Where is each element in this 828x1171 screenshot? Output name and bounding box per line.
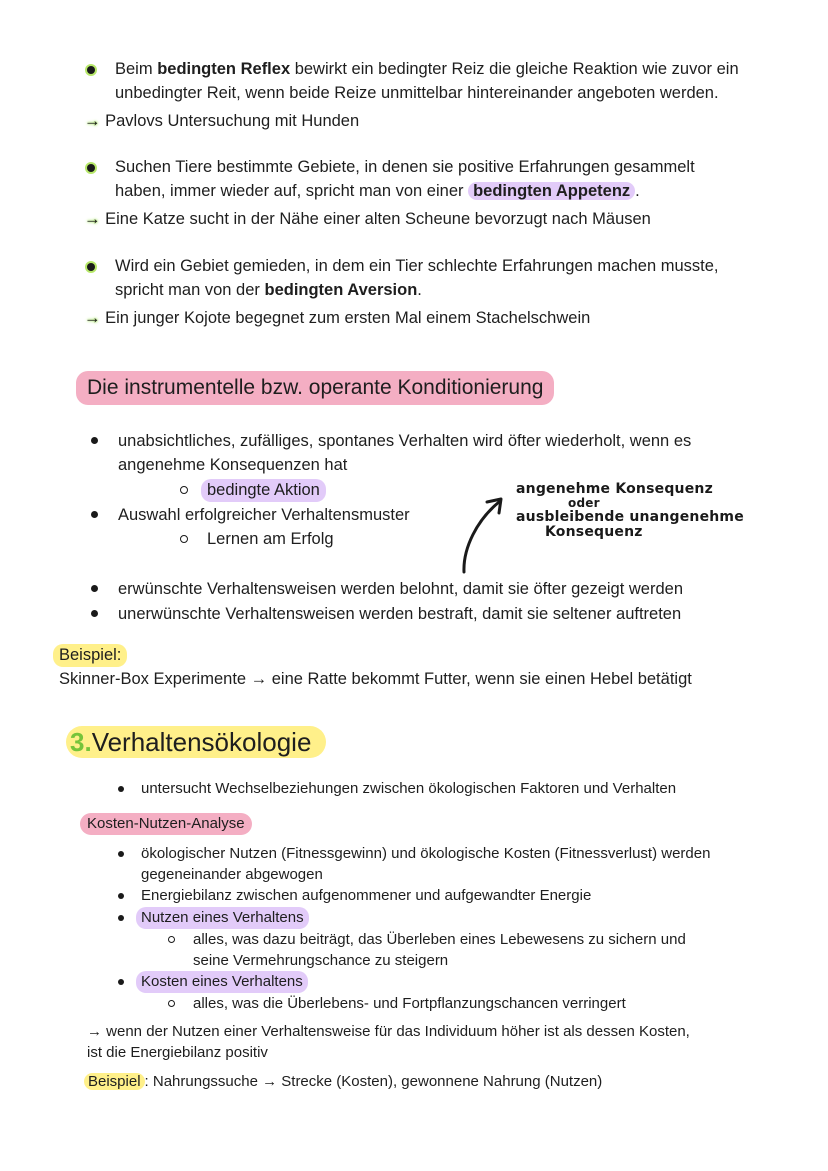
section-title-text: Verhaltensökologie	[91, 727, 312, 757]
bullet-dot	[91, 437, 98, 444]
operant-bullet-4: unerwünschte Verhaltensweisen werden bestraft, damit sie seltener auftreten	[118, 605, 682, 623]
reflex-bullet-text	[115, 58, 739, 81]
example-nahrungssuche: : Nahrungssuche → Strecke (Kosten), gewonnene Nahrung (Nutzen)	[144, 1073, 603, 1090]
note-line-3: ausbleibende unangenehme	[516, 509, 744, 525]
operant-bullet-2: Auswahl erfolgreicher Verhaltensmuster	[118, 506, 410, 524]
example-arrow-line	[84, 208, 651, 231]
aversion-bullet-line2	[115, 279, 422, 302]
note-line-4: Konsequenz	[545, 524, 643, 540]
operant-bullet-3: erwünschte Verhaltensweisen werden belohnt, damit sie öfter gezeigt werden	[118, 580, 683, 598]
bullet-dot	[87, 66, 95, 74]
operant-bullet-1-line2: angenehme Konsequenzen hat	[118, 456, 348, 474]
operant-bullet-1-line1: unabsichtliches, zufälliges, spontanes Verhalten wird öfter wiederholt, wenn es	[118, 432, 692, 450]
text: haben, immer wieder auf, spricht man von einer	[115, 182, 469, 200]
kosten-nutzen-bullet-1-line2: gegeneinander abgewogen	[141, 866, 323, 883]
kosten-nutzen-bullet-1-line1: ökologischer Nutzen (Fitnessgewinn) und ökologische Kosten (Fitnessverlust) werden	[141, 845, 711, 862]
text: spricht man von der	[115, 281, 265, 299]
nutzen-definition-line2: seine Vermehrungschance zu steigern	[193, 952, 449, 969]
arrow-right-icon: →	[84, 210, 101, 228]
section-title-ecology	[70, 727, 311, 757]
ecology-example	[84, 1071, 602, 1093]
section-heading-operant: Die instrumentelle bzw. operante Konditionierung	[76, 371, 554, 405]
note-line-1: angenehme Konsequenz	[516, 481, 713, 497]
nutzen-definition-line1: alles, was dazu beiträgt, das Überleben eines Lebewesens zu sichern und	[193, 931, 686, 948]
sub-lernen-am-erfolg: Lernen am Erfolg	[207, 530, 334, 548]
example-katze: Eine Katze sucht in der Nähe einer alten Scheune bevorzugt nach Mäusen	[105, 210, 651, 228]
bullet-dot	[118, 979, 124, 985]
conclusion-line2: ist die Energiebilanz positiv	[87, 1044, 268, 1061]
term-bedingte-aversion: bedingten Aversion	[264, 281, 418, 299]
arrow-right-icon: →	[84, 112, 101, 130]
sub-bedingte-aktion: bedingte Aktion	[201, 479, 326, 502]
sub-bullet-circle	[168, 1000, 175, 1007]
sub-bullet-circle	[180, 535, 188, 543]
ecology-bullet: untersucht Wechselbeziehungen zwischen ökologischen Faktoren und Verhalten	[141, 780, 677, 797]
appetenz-bullet-line2	[115, 180, 640, 203]
bullet-dot	[118, 851, 124, 857]
example-arrow-line	[84, 110, 359, 133]
example-pavlov: Pavlovs Untersuchung mit Hunden	[105, 112, 360, 130]
conclusion-line1: → wenn der Nutzen einer Verhaltensweise für das Individuum höher ist als dessen Kosten,	[87, 1023, 690, 1040]
text: bewirkt ein bedingter Reiz die gleiche Reaktion wie zuvor ein	[290, 60, 739, 78]
appetenz-bullet-line1: Suchen Tiere bestimmte Gebiete, in denen sie positive Erfahrungen gesammelt	[115, 158, 695, 176]
bullet-dot	[118, 893, 124, 899]
example-kojote: Ein junger Kojote begegnet zum ersten Mal einem Stachelschwein	[105, 309, 591, 327]
kosten-definition: alles, was die Überlebens- und Fortpflanzungschancen verringert	[193, 995, 626, 1012]
text: .	[635, 182, 640, 200]
bullet-dot	[91, 585, 98, 592]
subheading-kosten-nutzen: Kosten-Nutzen-Analyse	[80, 813, 252, 835]
aversion-bullet-line1: Wird ein Gebiet gemieden, in dem ein Tier schlechte Erfahrungen machen musste,	[115, 257, 719, 275]
bullet-dot	[87, 263, 95, 271]
hand-drawn-arrow-icon	[455, 492, 515, 576]
nutzen-eines-verhaltens: Nutzen eines Verhaltens	[136, 907, 309, 929]
arrow-right-icon: →	[84, 309, 101, 327]
note-line-2: oder	[568, 496, 600, 510]
bullet-dot	[118, 786, 124, 792]
bullet-dot	[91, 610, 98, 617]
term-bedingte-appetenz: bedingten Appetenz	[468, 182, 635, 200]
reflex-bullet-line2: unbedingter Reit, wenn beide Reize unmittelbar hintereinander angeboten werden.	[115, 84, 719, 102]
sub-bullet-circle	[168, 936, 175, 943]
example-arrow-line	[84, 307, 590, 330]
example-label: Beispiel:	[53, 644, 127, 667]
sub-bullet-circle	[180, 486, 188, 494]
bullet-dot	[87, 164, 95, 172]
term-bedingter-reflex: bedingten Reflex	[157, 60, 291, 78]
bullet-dot	[91, 511, 98, 518]
text: .	[417, 281, 422, 299]
section-number: 3.	[70, 727, 92, 757]
example-skinner-box: Skinner-Box Experimente → eine Ratte bekommt Futter, wenn sie einen Hebel betätigt	[59, 670, 692, 688]
bullet-dot	[118, 915, 124, 921]
kosten-eines-verhaltens: Kosten eines Verhaltens	[136, 971, 308, 993]
kosten-nutzen-bullet-2: Energiebilanz zwischen aufgenommener und aufgewandter Energie	[141, 887, 592, 904]
example-label: Beispiel	[84, 1073, 145, 1090]
text: Beim	[115, 60, 158, 78]
